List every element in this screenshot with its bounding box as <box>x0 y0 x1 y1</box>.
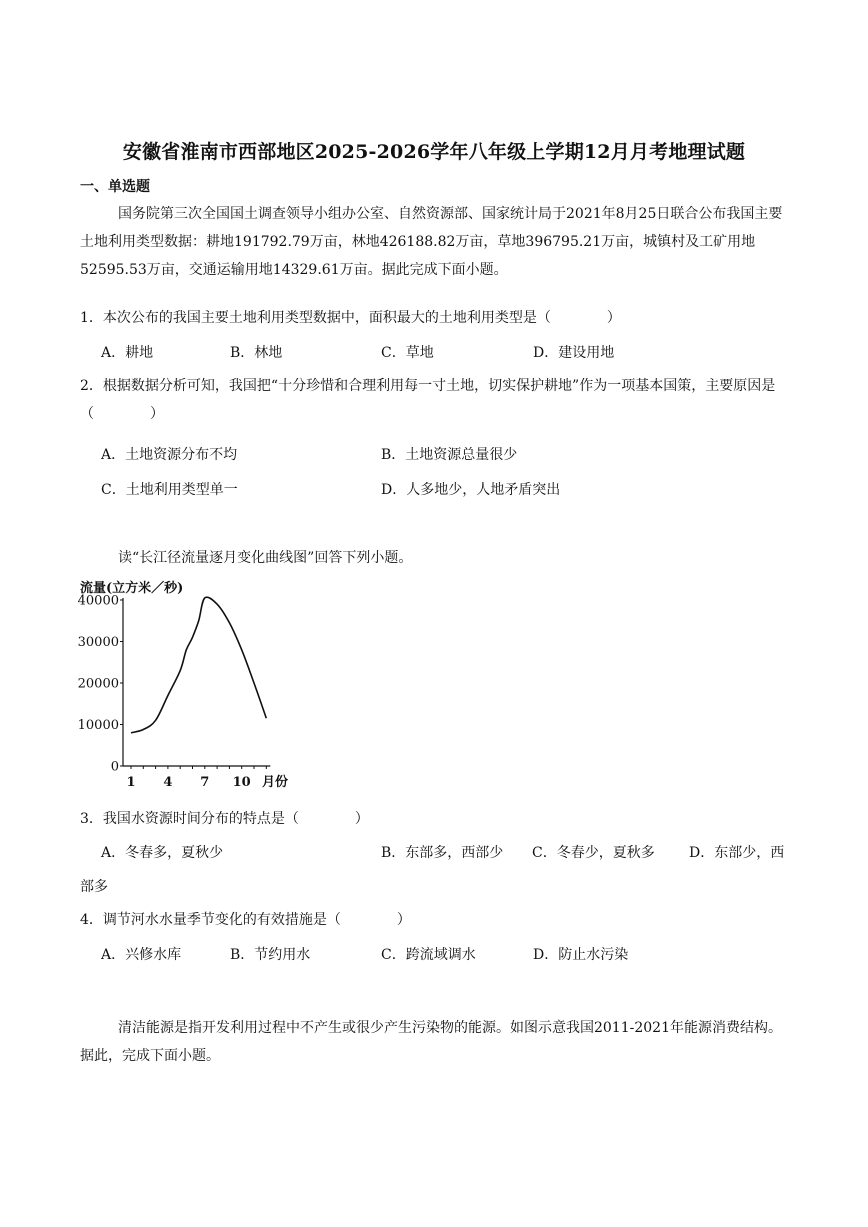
passage-clean-energy <box>80 1014 792 1070</box>
yangtze-runoff-chart <box>76 575 306 795</box>
chart-y-tick-label: 0 <box>110 759 119 775</box>
q2-option-b[interactable]: B．土地资源总量很少 <box>381 447 518 463</box>
section-heading: 一、单选题 <box>80 179 150 195</box>
question-3-stem: 3．我国水资源时间分布的特点是（ ） <box>80 811 369 827</box>
q4-option-a[interactable]: A．兴修水库 <box>101 947 182 963</box>
chart-y-tick-label: 20000 <box>77 676 119 692</box>
chart-y-tick-label: 30000 <box>77 635 119 650</box>
q2-option-a[interactable]: A．土地资源分布不均 <box>101 447 238 463</box>
chart-x-tick-label: 7 <box>200 775 210 790</box>
q4-option-d[interactable]: D．防止水污染 <box>533 947 629 963</box>
q1-option-b[interactable]: B．林地 <box>230 345 283 361</box>
q3-option-d-continuation: 部多 <box>80 879 108 895</box>
q2-option-d[interactable]: D．人多地少，人地矛盾突出 <box>381 482 561 498</box>
q1-option-c[interactable]: C．草地 <box>381 345 434 361</box>
q1-option-d[interactable]: D．建设用地 <box>533 345 615 361</box>
chart-axes <box>123 598 270 766</box>
question-1-stem: 1．本次公布的我国主要土地利用类型数据中，面积最大的土地利用类型是（ ） <box>80 310 621 326</box>
passage-clean-energy-text: 清洁能源是指开发利用过程中不产生或很少产生污染物的能源。如图示意我国2011-2021年能源消费结构。据此，完成下面小题。 <box>80 1020 782 1064</box>
q1-option-a[interactable]: A．耕地 <box>101 345 154 361</box>
chart-y-axis-label: 流量(立方米／秒) <box>80 581 184 596</box>
chart-y-tick-label: 10000 <box>77 718 119 733</box>
passage-land-use <box>80 200 792 284</box>
passage-land-use-text: 国务院第三次全国国土调查领导小组办公室、自然资源部、国家统计局于2021年8月25日联合公布我国主要土地利用类型数据：耕地191792.79万亩，林地426188.82万亩，草地396795.21万亩，城镇村及工矿用地52595.53万亩，交通运输用地14329.61万亩。据此完成下面小题。 <box>80 206 783 278</box>
question-4-stem: 4．调节河水水量季节变化的有效措施是（ ） <box>80 912 411 928</box>
q2-option-c[interactable]: C．土地利用类型单一 <box>101 482 238 498</box>
q4-option-c[interactable]: C．跨流域调水 <box>381 947 476 963</box>
question-2-stem: 2．根据数据分析可知，我国把“十分珍惜和合理利用每一寸土地，切实保护耕地”作为一项基本国策，主要原因是（ ） <box>80 378 776 422</box>
chart-x-tick-label: 1 <box>126 775 136 790</box>
chart-series-line-runoff <box>131 597 266 733</box>
q3-option-d[interactable]: D．东部少，西 <box>689 845 785 861</box>
chart-x-ticks <box>126 766 266 790</box>
passage-chart-intro: 读“长江径流量逐月变化曲线图”回答下列小题。 <box>118 550 413 566</box>
page-title: 安徽省淮南市西部地区2025-2026学年八年级上学期12月月考地理试题 <box>122 141 746 163</box>
chart-x-tick-label: 10 <box>232 775 251 790</box>
chart-x-tick-label: 4 <box>163 775 173 790</box>
q3-option-b[interactable]: B．东部多，西部少 <box>381 845 504 861</box>
chart-y-ticks <box>78 594 123 775</box>
q4-option-b[interactable]: B．节约用水 <box>230 947 311 963</box>
chart-y-tick-label: 40000 <box>77 593 119 609</box>
chart-x-axis-label: 月份 <box>262 775 289 790</box>
q3-option-c[interactable]: C．冬春少，夏秋多 <box>532 845 655 861</box>
q3-option-a[interactable]: A．冬春多，夏秋少 <box>101 845 224 861</box>
